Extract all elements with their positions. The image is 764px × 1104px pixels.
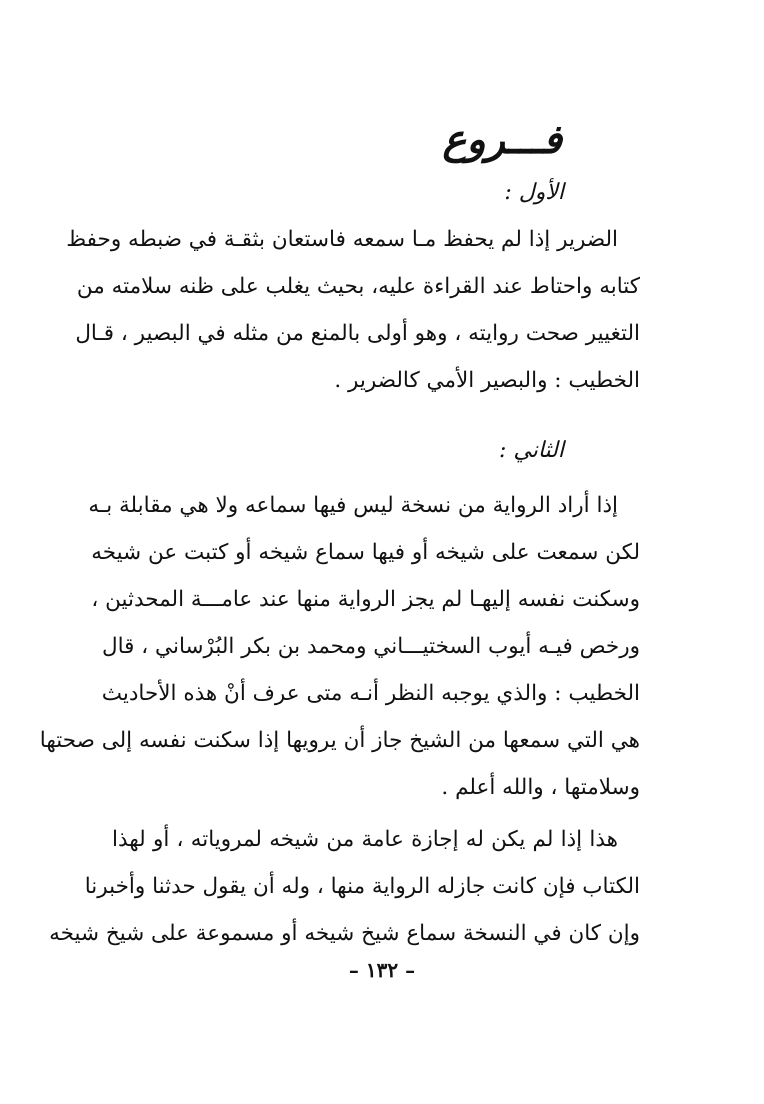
page-heading: فـــروع [442, 116, 562, 163]
page-number: – ١٣٢ – [348, 958, 416, 982]
text-line: ورخص فيـه أيوب السختيـــاني ومحمد بن بكر البُرْساني ، قال [101, 634, 640, 659]
text-line: الكتاب فإن كانت جازله الرواية منها ، وله أن يقول حدثنا وأخبرنا [84, 874, 640, 899]
text-line: وسلامتها ، والله أعلم . [441, 775, 640, 800]
text-line: وسكنت نفسه إليهـا لم يجز الرواية منها عند عامـــة المحدثين ، [91, 587, 640, 612]
text-line: الخطيب : والبصير الأمي كالضرير . [334, 368, 640, 393]
text-line: إذا أراد الرواية من نسخة ليس فيها سماعه ولا هي مقابلة بـه [88, 493, 618, 518]
text-line: كتابه واحتاط عند القراءة عليه، بحيث يغلب على ظنه سلامته من [76, 274, 640, 299]
text-line: هذا إذا لم يكن له إجازة عامة من شيخه لمروياته ، أو لهذا [112, 827, 618, 852]
paragraph-continuation [49, 816, 640, 957]
paragraph-first [66, 216, 640, 404]
text-line: الخطيب : والذي يوجبه النظر أنـه متى عرف أنْ هذه الأحاديث [101, 681, 640, 706]
section-label-second: الثاني : [498, 438, 564, 463]
text-line: هي التي سمعها من الشيخ جاز أن يرويها إذا سكنت نفسه إلى صحتها [39, 728, 640, 753]
text-line: الضرير إذا لم يحفظ مـا سمعه فاستعان بثقـة في ضبطه وحفظ [66, 227, 618, 252]
text-line: التغيير صحت روايته ، وهو أولى بالمنع من مثله في البصير ، قـال [75, 321, 640, 346]
text-line: وإن كان في النسخة سماع شيخ شيخه أو مسموعة على شيخ شيخه [49, 921, 640, 946]
paragraph-second [39, 482, 640, 811]
text-line: لكن سمعت على شيخه أو فيها سماع شيخه أو كتبت عن شيخه [91, 540, 640, 565]
section-label-first: الأول : [504, 180, 564, 205]
